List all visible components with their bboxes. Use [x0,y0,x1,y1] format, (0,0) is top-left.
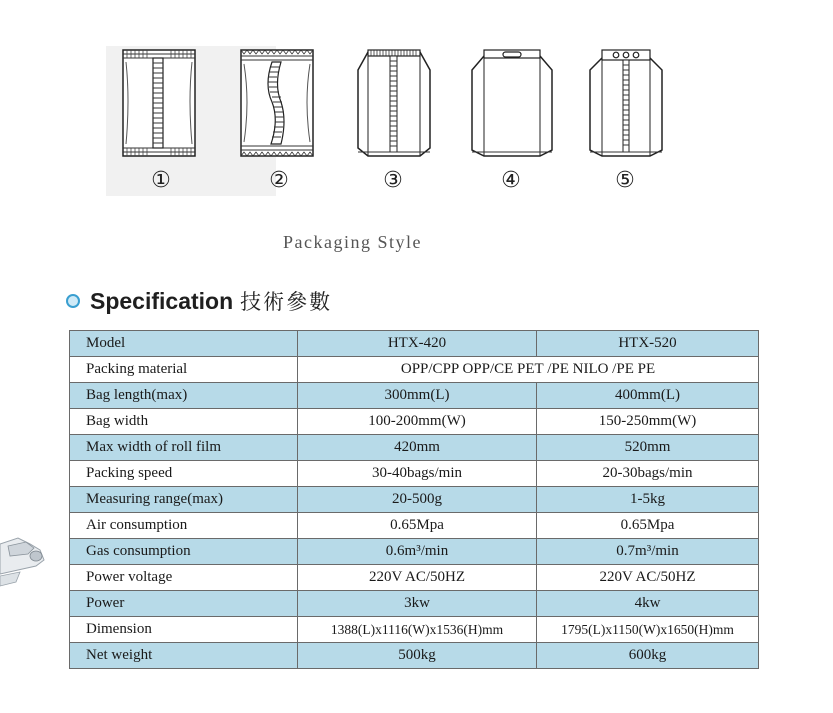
table-row [70,461,759,487]
table-row [70,617,759,643]
table-row [70,435,759,461]
machine-fragment-image [0,530,48,590]
htx-520-value: 150-250mm(W) [537,409,759,435]
table-row [70,357,759,383]
bullet-icon [66,294,80,308]
gusset-bag-icon [338,40,448,170]
row-label: Bag length(max) [70,383,298,409]
table-row [70,487,759,513]
specification-heading [66,286,332,316]
htx-420-value: 0.6m³/min [298,539,537,565]
row-label: Measuring range(max) [70,487,298,513]
htx-420-value: 20-500g [298,487,537,513]
handle-gusset-bag-icon [456,40,566,170]
htx-420-value: 30-40bags/min [298,461,537,487]
htx-520-value: 4kw [537,591,759,617]
htx-420-value: 3kw [298,591,537,617]
htx-520-value: 1795(L)x1150(W)x1650(H)mm [537,617,759,643]
htx-420-value: 0.65Mpa [298,513,537,539]
htx-520-value: 400mm(L) [537,383,759,409]
table-row [70,591,759,617]
htx-520-value: 520mm [537,435,759,461]
bag-style-5-figure [570,40,680,195]
hole-punch-gusset-bag-icon [570,40,680,170]
htx-520-value: HTX-520 [537,331,759,357]
table-row [70,409,759,435]
row-label: Power voltage [70,565,298,591]
table-row [70,643,759,669]
htx-420-value: 300mm(L) [298,383,537,409]
bag-style-3-figure [338,40,448,195]
row-label: Power [70,591,298,617]
htx-520-value: 0.65Mpa [537,513,759,539]
row-label: Max width of roll film [70,435,298,461]
table-row [70,383,759,409]
htx-520-value: 0.7m³/min [537,539,759,565]
pillow-bag-icon [106,40,216,170]
table-row [70,513,759,539]
specification-title-chinese: 技術參數 [240,290,333,314]
shared-value: OPP/CPP OPP/CE PET /PE NILO /PE PE [298,357,759,383]
htx-420-value: 100-200mm(W) [298,409,537,435]
table-row [70,331,759,357]
specification-table [69,330,759,669]
bag-style-2-number: ② [269,168,289,193]
bag-style-2-figure [224,40,334,195]
row-label: Packing speed [70,461,298,487]
row-label: Dimension [70,617,298,643]
serrated-pillow-bag-icon [224,40,334,170]
htx-420-value: 1388(L)x1116(W)x1536(H)mm [298,617,537,643]
htx-520-value: 20-30bags/min [537,461,759,487]
table-row [70,539,759,565]
bag-style-1-number: ① [151,168,171,193]
row-label: Net weight [70,643,298,669]
htx-520-value: 220V AC/50HZ [537,565,759,591]
table-row [70,565,759,591]
htx-420-value: 420mm [298,435,537,461]
specification-title: Specification [90,287,234,314]
htx-420-value: HTX-420 [298,331,537,357]
bag-style-1-figure [106,40,216,195]
row-label: Gas consumption [70,539,298,565]
row-label: Air consumption [70,513,298,539]
htx-420-value: 500kg [298,643,537,669]
row-label: Bag width [70,409,298,435]
htx-420-value: 220V AC/50HZ [298,565,537,591]
bag-style-5-number: ⑤ [615,168,635,193]
packaging-styles-figure [106,40,672,195]
htx-520-value: 1-5kg [537,487,759,513]
htx-520-value: 600kg [537,643,759,669]
bag-style-4-number: ④ [501,168,521,193]
packaging-style-caption: Packaging Style [283,232,422,252]
bag-style-3-number: ③ [383,168,403,193]
row-label: Model [70,331,298,357]
bag-style-4-figure [456,40,566,195]
row-label: Packing material [70,357,298,383]
